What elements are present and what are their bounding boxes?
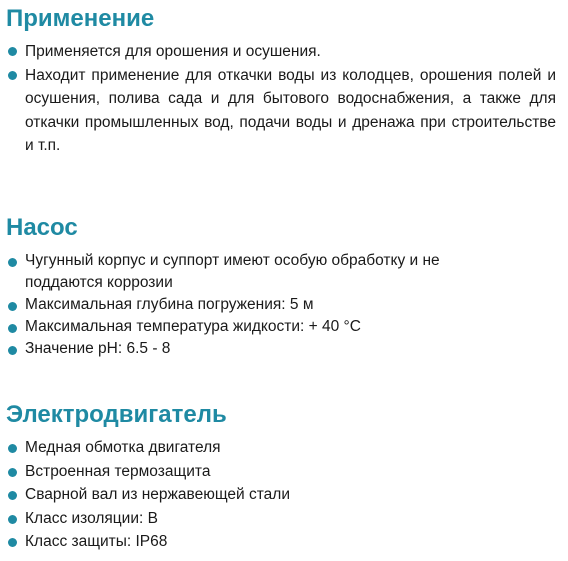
list-item	[0, 250, 568, 294]
section-motor	[0, 400, 568, 554]
bullet-dot-icon	[8, 71, 17, 80]
list-item-text: Сварной вал из нержавеющей стали	[25, 486, 290, 504]
bullet-dot-icon	[8, 491, 17, 500]
bullet-dot-icon	[8, 258, 17, 267]
section-title-application: Применение	[6, 5, 155, 32]
list-item-text: Класс изоляции: B	[25, 509, 158, 527]
list-item	[0, 64, 556, 158]
list-item	[0, 40, 556, 64]
list-item	[0, 507, 568, 531]
bullet-dot-icon	[8, 47, 17, 56]
list-item-text: Класс защиты: IP68	[25, 533, 168, 551]
list-item-text: Находит применение для откачки воды из колодцев, орошения полей и осушения, полива сада и для бытового водоснабжения, а также для откачки промышленных вод, подачи воды и дренажа при строительстве и т.п.	[25, 66, 556, 154]
section-title-motor: Электродвигатель	[6, 401, 227, 428]
list-item-text: Применяется для орошения и осушения.	[25, 43, 321, 60]
list-item-text: Медная обмотка двигателя	[25, 439, 221, 456]
list-item-text: Максимальная глубина погружения: 5 м	[25, 296, 314, 313]
application-list	[0, 40, 568, 158]
motor-list	[0, 436, 568, 554]
list-item-text: Максимальная температура жидкости: + 40 °C	[25, 318, 361, 335]
section-application	[0, 4, 568, 158]
list-item	[0, 530, 568, 554]
pump-list	[0, 250, 568, 360]
bullet-dot-icon	[8, 302, 17, 311]
list-item-text: Значение pH: 6.5 - 8	[25, 340, 171, 357]
list-item	[0, 436, 568, 460]
bullet-dot-icon	[8, 468, 17, 477]
list-item	[0, 483, 568, 507]
list-item-text: Чугунный корпус и суппорт имеют особую обработку и не поддаются коррозии	[25, 252, 440, 291]
bullet-dot-icon	[8, 444, 17, 453]
bullet-dot-icon	[8, 515, 17, 524]
list-item	[0, 316, 568, 338]
list-item	[0, 460, 568, 484]
list-item	[0, 338, 568, 360]
bullet-dot-icon	[8, 538, 17, 547]
section-title-pump: Насос	[6, 214, 78, 241]
bullet-dot-icon	[8, 324, 17, 333]
list-item	[0, 294, 568, 316]
section-pump	[0, 213, 568, 360]
bullet-dot-icon	[8, 346, 17, 355]
list-item-text: Встроенная термозащита	[25, 462, 211, 480]
